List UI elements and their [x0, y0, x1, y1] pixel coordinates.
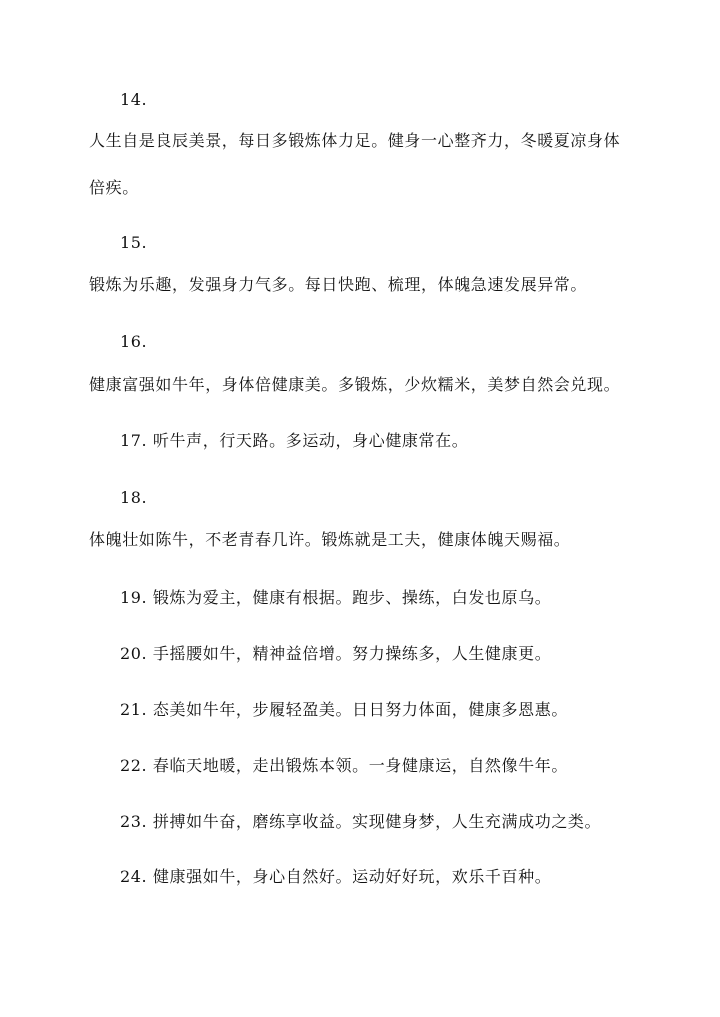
entry-18-number: 18. — [120, 488, 148, 507]
entry-16-line-1: 健康富强如牛年，身体倍健康美。多锻炼，少炊糯米，美梦自然会兑现。 — [89, 375, 621, 394]
entry-16-number: 16. — [120, 332, 148, 351]
entry-17: 17. 听牛声，行天路。多运动，身心健康常在。 — [120, 431, 469, 450]
entry-15-line-1: 锻炼为乐趣，发强身力气多。每日快跑、梳理，体魄急速发展异常。 — [89, 275, 588, 294]
entry-23: 23. 拼搏如牛奋，磨练享收益。实现健身梦，人生充满成功之类。 — [120, 812, 602, 831]
entry-24: 24. 健康强如牛，身心自然好。运动好好玩，欢乐千百种。 — [120, 867, 552, 886]
entry-18-line-1: 体魄壮如陈牛，不老青春几许。锻炼就是工夫，健康体魄天赐福。 — [89, 530, 571, 549]
entry-20: 20. 手摇腰如牛，精神益倍增。努力操练多，人生健康更。 — [120, 644, 552, 663]
entry-14-line-1: 人生自是良辰美景，每日多锻炼体力足。健身一心整齐力，冬暖夏凉身体 — [89, 131, 621, 150]
entry-15-number: 15. — [120, 233, 148, 252]
entry-22: 22. 春临天地暖，走出锻炼本领。一身健康运，自然像牛年。 — [120, 756, 568, 775]
entry-14-number: 14. — [120, 90, 148, 109]
entry-19: 19. 锻炼为爱主，健康有根据。跑步、操练，白发也原乌。 — [120, 588, 552, 607]
entry-21: 21. 态美如牛年，步履轻盈美。日日努力体面，健康多恩惠。 — [120, 700, 568, 719]
entry-14-line-2: 倍疾。 — [89, 178, 139, 197]
